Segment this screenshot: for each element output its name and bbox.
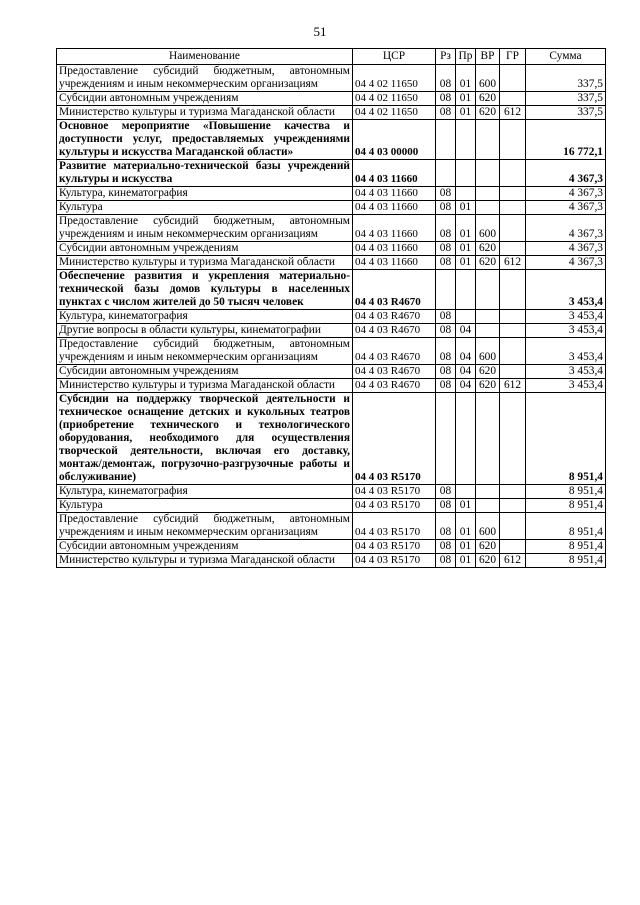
row-csr-cell: 04 4 02 11650	[353, 65, 436, 92]
row-pr-cell: 01	[456, 499, 476, 513]
row-vr-cell: 620	[476, 540, 500, 554]
row-csr-cell: 04 4 03 11660	[353, 187, 436, 201]
table-row	[57, 160, 606, 187]
column-header-vr: ВР	[476, 49, 500, 65]
row-name-cell: Предоставление субсидий бюджетным, автономным учреждениям и иным некоммерческим организациям	[57, 65, 353, 92]
row-name-cell: Развитие материально-технической базы учреждений культуры и искусства	[57, 160, 353, 187]
row-name-cell: Предоставление субсидий бюджетным, автономным учреждениям и иным некоммерческим организациям	[57, 215, 353, 242]
row-rz-cell: 08	[436, 324, 456, 338]
row-pr-cell	[456, 160, 476, 187]
column-header-name: Наименование	[57, 49, 353, 65]
row-pr-cell: 01	[456, 242, 476, 256]
row-name-cell: Министерство культуры и туризма Магаданской области	[57, 554, 353, 568]
row-rz-cell: 08	[436, 338, 456, 365]
row-rz-cell: 08	[436, 65, 456, 92]
row-sum-cell: 8 951,4	[526, 554, 606, 568]
row-sum-cell: 337,5	[526, 92, 606, 106]
row-gr-cell: 612	[500, 256, 526, 270]
row-vr-cell	[476, 499, 500, 513]
row-vr-cell	[476, 324, 500, 338]
table-row	[57, 310, 606, 324]
row-gr-cell: 612	[500, 554, 526, 568]
row-sum-cell: 4 367,3	[526, 187, 606, 201]
row-sum-cell: 8 951,4	[526, 499, 606, 513]
row-csr-cell: 04 4 03 R5170	[353, 554, 436, 568]
column-header-gr: ГР	[500, 49, 526, 65]
row-gr-cell	[500, 393, 526, 485]
row-rz-cell: 08	[436, 365, 456, 379]
table-row	[57, 106, 606, 120]
row-gr-cell	[500, 485, 526, 499]
row-pr-cell: 01	[456, 201, 476, 215]
row-rz-cell: 08	[436, 92, 456, 106]
table-row	[57, 485, 606, 499]
row-pr-cell: 01	[456, 540, 476, 554]
row-rz-cell	[436, 160, 456, 187]
row-rz-cell: 08	[436, 106, 456, 120]
row-name-cell: Министерство культуры и туризма Магаданской области	[57, 106, 353, 120]
row-name-cell: Другие вопросы в области культуры, кинематографии	[57, 324, 353, 338]
table-row	[57, 256, 606, 270]
table-row	[57, 554, 606, 568]
row-pr-cell: 01	[456, 256, 476, 270]
row-sum-cell: 337,5	[526, 65, 606, 92]
row-vr-cell	[476, 393, 500, 485]
row-name-cell: Культура, кинематография	[57, 310, 353, 324]
row-csr-cell: 04 4 03 11660	[353, 256, 436, 270]
row-rz-cell: 08	[436, 187, 456, 201]
row-gr-cell	[500, 201, 526, 215]
row-pr-cell	[456, 393, 476, 485]
row-csr-cell: 04 4 03 R5170	[353, 393, 436, 485]
row-sum-cell: 8 951,4	[526, 513, 606, 540]
table-row	[57, 92, 606, 106]
row-sum-cell: 337,5	[526, 106, 606, 120]
row-pr-cell: 04	[456, 324, 476, 338]
row-pr-cell: 01	[456, 106, 476, 120]
row-pr-cell: 01	[456, 513, 476, 540]
row-vr-cell: 600	[476, 513, 500, 540]
row-vr-cell: 620	[476, 92, 500, 106]
row-name-cell: Культура	[57, 499, 353, 513]
row-pr-cell	[456, 485, 476, 499]
row-vr-cell: 600	[476, 215, 500, 242]
table-row	[57, 270, 606, 310]
row-sum-cell: 3 453,4	[526, 338, 606, 365]
row-sum-cell: 8 951,4	[526, 540, 606, 554]
row-sum-cell: 8 951,4	[526, 485, 606, 499]
row-csr-cell: 04 4 03 R4670	[353, 324, 436, 338]
row-vr-cell	[476, 187, 500, 201]
row-gr-cell	[500, 365, 526, 379]
row-sum-cell: 8 951,4	[526, 393, 606, 485]
table-row	[57, 242, 606, 256]
table-row	[57, 338, 606, 365]
row-name-cell: Культура	[57, 201, 353, 215]
row-rz-cell: 08	[436, 379, 456, 393]
row-rz-cell	[436, 120, 456, 160]
row-vr-cell	[476, 201, 500, 215]
row-rz-cell: 08	[436, 201, 456, 215]
page-number: 51	[313, 24, 327, 39]
row-gr-cell	[500, 338, 526, 365]
row-sum-cell: 3 453,4	[526, 270, 606, 310]
row-csr-cell: 04 4 03 R5170	[353, 513, 436, 540]
row-rz-cell: 08	[436, 215, 456, 242]
table-row	[57, 513, 606, 540]
row-rz-cell: 08	[436, 513, 456, 540]
row-csr-cell: 04 4 03 11660	[353, 160, 436, 187]
row-rz-cell: 08	[436, 242, 456, 256]
row-rz-cell: 08	[436, 485, 456, 499]
row-gr-cell	[500, 513, 526, 540]
row-rz-cell	[436, 270, 456, 310]
table-row	[57, 324, 606, 338]
row-name-cell: Субсидии автономным учреждениям	[57, 540, 353, 554]
row-csr-cell: 04 4 02 11650	[353, 92, 436, 106]
row-name-cell: Культура, кинематография	[57, 187, 353, 201]
column-header-pr: Пр	[456, 49, 476, 65]
row-name-cell: Министерство культуры и туризма Магаданской области	[57, 379, 353, 393]
table-row	[57, 187, 606, 201]
row-csr-cell: 04 4 03 11660	[353, 215, 436, 242]
row-gr-cell	[500, 120, 526, 160]
row-gr-cell: 612	[500, 379, 526, 393]
row-gr-cell	[500, 242, 526, 256]
row-sum-cell: 4 367,3	[526, 242, 606, 256]
column-header-rz: Рз	[436, 49, 456, 65]
column-header-sum: Сумма	[526, 49, 606, 65]
column-header-csr: ЦСР	[353, 49, 436, 65]
row-csr-cell: 04 4 03 11660	[353, 201, 436, 215]
row-gr-cell	[500, 310, 526, 324]
row-vr-cell: 620	[476, 106, 500, 120]
row-name-cell: Культура, кинематография	[57, 485, 353, 499]
row-sum-cell: 16 772,1	[526, 120, 606, 160]
row-sum-cell: 3 453,4	[526, 379, 606, 393]
row-vr-cell	[476, 270, 500, 310]
row-vr-cell: 620	[476, 365, 500, 379]
row-vr-cell: 600	[476, 65, 500, 92]
row-sum-cell: 4 367,3	[526, 201, 606, 215]
table-row	[57, 379, 606, 393]
table-row	[57, 365, 606, 379]
row-rz-cell: 08	[436, 310, 456, 324]
table-row	[57, 499, 606, 513]
row-vr-cell: 620	[476, 379, 500, 393]
row-rz-cell: 08	[436, 499, 456, 513]
row-vr-cell	[476, 160, 500, 187]
row-pr-cell	[456, 270, 476, 310]
row-name-cell: Субсидии автономным учреждениям	[57, 242, 353, 256]
row-vr-cell	[476, 485, 500, 499]
row-gr-cell: 612	[500, 106, 526, 120]
row-csr-cell: 04 4 03 R5170	[353, 499, 436, 513]
row-pr-cell: 01	[456, 554, 476, 568]
row-sum-cell: 3 453,4	[526, 310, 606, 324]
row-gr-cell	[500, 187, 526, 201]
row-pr-cell	[456, 120, 476, 160]
row-pr-cell: 01	[456, 65, 476, 92]
row-rz-cell: 08	[436, 554, 456, 568]
row-gr-cell	[500, 499, 526, 513]
row-csr-cell: 04 4 03 R4670	[353, 310, 436, 324]
row-sum-cell: 4 367,3	[526, 215, 606, 242]
row-sum-cell: 3 453,4	[526, 365, 606, 379]
row-vr-cell	[476, 120, 500, 160]
row-pr-cell: 01	[456, 215, 476, 242]
row-sum-cell: 4 367,3	[526, 160, 606, 187]
row-gr-cell	[500, 270, 526, 310]
row-pr-cell: 04	[456, 365, 476, 379]
row-gr-cell	[500, 215, 526, 242]
table-header-row	[57, 49, 606, 65]
row-gr-cell	[500, 160, 526, 187]
row-pr-cell	[456, 310, 476, 324]
table-row	[57, 65, 606, 92]
row-csr-cell: 04 4 02 11650	[353, 106, 436, 120]
row-pr-cell: 04	[456, 338, 476, 365]
row-rz-cell: 08	[436, 540, 456, 554]
row-vr-cell: 600	[476, 338, 500, 365]
row-csr-cell: 04 4 03 R4670	[353, 365, 436, 379]
row-csr-cell: 04 4 03 R4670	[353, 338, 436, 365]
table-row	[57, 201, 606, 215]
row-name-cell: Обеспечение развития и укрепления материально-технической базы домов культуры в населенных пунктах с числом жителей до 50 тысяч человек	[57, 270, 353, 310]
row-vr-cell: 620	[476, 256, 500, 270]
row-csr-cell: 04 4 03 R4670	[353, 379, 436, 393]
row-gr-cell	[500, 92, 526, 106]
row-name-cell: Министерство культуры и туризма Магаданской области	[57, 256, 353, 270]
row-csr-cell: 04 4 03 R4670	[353, 270, 436, 310]
row-name-cell: Основное мероприятие «Повышение качества и доступности услуг, предоставляемых учреждениями культуры и искусства Магаданской области»	[57, 120, 353, 160]
row-gr-cell	[500, 65, 526, 92]
row-vr-cell	[476, 310, 500, 324]
table-body	[57, 65, 606, 568]
row-gr-cell	[500, 324, 526, 338]
budget-table	[56, 48, 606, 568]
row-gr-cell	[500, 540, 526, 554]
row-sum-cell: 4 367,3	[526, 256, 606, 270]
row-pr-cell: 01	[456, 92, 476, 106]
row-csr-cell: 04 4 03 00000	[353, 120, 436, 160]
row-name-cell: Субсидии автономным учреждениям	[57, 92, 353, 106]
table-row	[57, 215, 606, 242]
row-name-cell: Субсидии на поддержку творческой деятельности и техническое оснащение детских и кукольных театров (приобретение технического и технологического оборудования, необходимого для осуществления творческой деятельности, включая его доставку, монтаж/демонтаж, погрузочно-разгрузочные работы и обслуживание)	[57, 393, 353, 485]
table-row	[57, 120, 606, 160]
row-csr-cell: 04 4 03 11660	[353, 242, 436, 256]
row-name-cell: Субсидии автономным учреждениям	[57, 365, 353, 379]
row-name-cell: Предоставление субсидий бюджетным, автономным учреждениям и иным некоммерческим организациям	[57, 513, 353, 540]
row-vr-cell: 620	[476, 554, 500, 568]
row-rz-cell	[436, 393, 456, 485]
row-pr-cell	[456, 187, 476, 201]
row-pr-cell: 04	[456, 379, 476, 393]
row-sum-cell: 3 453,4	[526, 324, 606, 338]
table-row	[57, 393, 606, 485]
row-csr-cell: 04 4 03 R5170	[353, 540, 436, 554]
row-name-cell: Предоставление субсидий бюджетным, автономным учреждениям и иным некоммерческим организациям	[57, 338, 353, 365]
row-vr-cell: 620	[476, 242, 500, 256]
row-csr-cell: 04 4 03 R5170	[353, 485, 436, 499]
table-row	[57, 540, 606, 554]
row-rz-cell: 08	[436, 256, 456, 270]
